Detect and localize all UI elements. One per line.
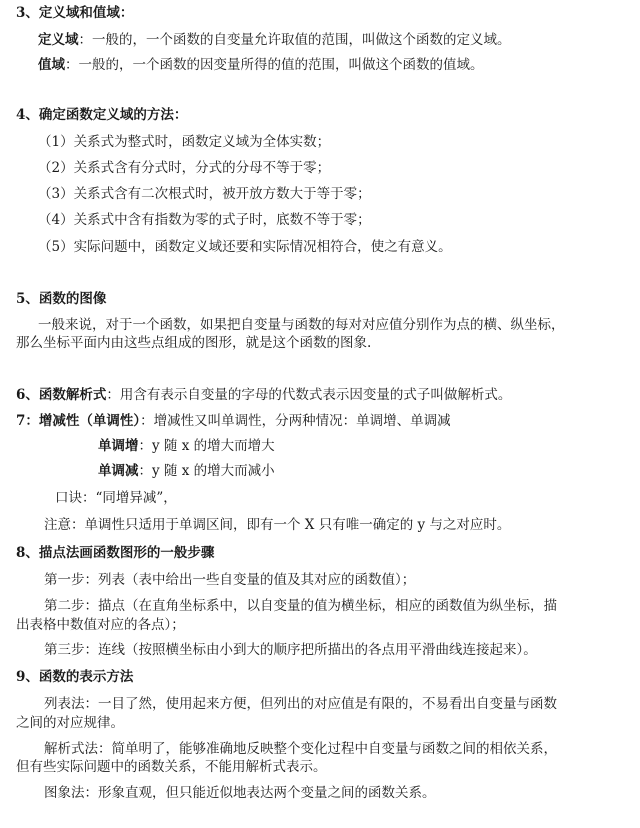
domain-rule-2: （2）关系式含有分式时，分式的分母不等于零； <box>38 160 331 176</box>
step-2-line-2: 出表格中数值对应的各点）； <box>16 617 185 633</box>
analytic-expression-text: ：用含有表示自变量的字母的代数式表示因变量的式子叫做解析式。 <box>106 387 512 403</box>
section-7-line <box>16 412 451 430</box>
section-6-prefix: 6、 <box>16 387 39 403</box>
section-9-heading: 9、函数的表示方法 <box>16 669 134 685</box>
increasing-label: 单调增 <box>98 438 139 454</box>
graph-definition-line-1: 一般来说，对于一个函数，如果把自变量与函数的每对对应值分别作为点的横、纵坐标， <box>38 317 565 333</box>
step-1: 第一步：列表（表中给出一些自变量的值及其对应的函数值）； <box>44 572 416 588</box>
monotonicity-note: 注意：单调性只适用于单调区间，即有一个 X 只有唯一确定的 y 与之对应时。 <box>44 517 511 533</box>
decreasing-line <box>98 462 275 480</box>
table-method-line-2: 之间的对应规律。 <box>16 715 124 731</box>
domain-rule-3: （3）关系式含有二次根式时，被开放方数大于等于零； <box>38 186 371 202</box>
step-3: 第三步：连线（按照横坐标由小到大的顺序把所描出的各点用平滑曲线连接起来）。 <box>44 642 537 658</box>
graph-method: 图象法：形象直观，但只能近似地表达两个变量之间的函数关系。 <box>44 785 436 801</box>
section-3-heading: 3、定义域和值域： <box>16 5 134 21</box>
analytic-method-line-1: 解析式法：简单明了，能够准确地反映整个变化过程中自变量与函数之间的相依关系， <box>44 741 557 757</box>
section-5-heading: 5、函数的图像 <box>16 291 107 307</box>
increasing-text: ：y 随 x 的增大而增大 <box>138 438 275 454</box>
domain-rule-4: （4）关系式中含有指数为零的式子时，底数不等于零； <box>38 212 371 228</box>
domain-rule-5: （5）实际问题中，函数定义域还要和实际情况相符合，使之有意义。 <box>38 239 452 255</box>
definition-domain <box>38 31 511 49</box>
range-label: 值域 <box>38 57 65 73</box>
analytic-expression-label: 函数解析式 <box>38 387 107 403</box>
definition-range <box>38 56 484 74</box>
monotonicity-text: ：增减性又叫单调性，分两种情况：单调增、单调减 <box>140 413 451 429</box>
domain-rule-1: （1）关系式为整式时，函数定义域为全体实数； <box>38 134 331 150</box>
domain-text: ：一般的，一个函数的自变量允许取值的范围，叫做这个函数的定义域。 <box>78 32 511 48</box>
domain-label: 定义域 <box>38 32 79 48</box>
decreasing-text: ：y 随 x 的增大而减小 <box>138 463 275 479</box>
section-4-heading: 4、确定函数定义域的方法： <box>16 107 188 123</box>
section-8-heading: 8、描点法画函数图形的一般步骤 <box>16 545 215 561</box>
monotonicity-label: 增减性（单调性） <box>38 413 141 429</box>
section-6-line <box>16 386 511 404</box>
range-text: ：一般的，一个函数的因变量所得的值的范围，叫做这个函数的值域。 <box>65 57 484 73</box>
table-method-line-1: 列表法：一目了然，使用起来方便，但列出的对应值是有限的，不易看出自变量与函数 <box>44 696 557 712</box>
analytic-method-line-2: 但有些实际问题中的函数关系，不能用解析式表示。 <box>16 759 327 775</box>
mnemonic: 口诀：“同增异减”， <box>55 490 177 506</box>
decreasing-label: 单调减 <box>98 463 139 479</box>
section-7-prefix: 7： <box>16 413 39 429</box>
increasing-line <box>98 437 275 455</box>
graph-definition-line-2: 那么坐标平面内由这些点组成的图形，就是这个函数的图象. <box>16 335 372 351</box>
step-2-line-1: 第二步：描点（在直角坐标系中，以自变量的值为横坐标，相应的函数值为纵坐标，描 <box>44 598 557 614</box>
